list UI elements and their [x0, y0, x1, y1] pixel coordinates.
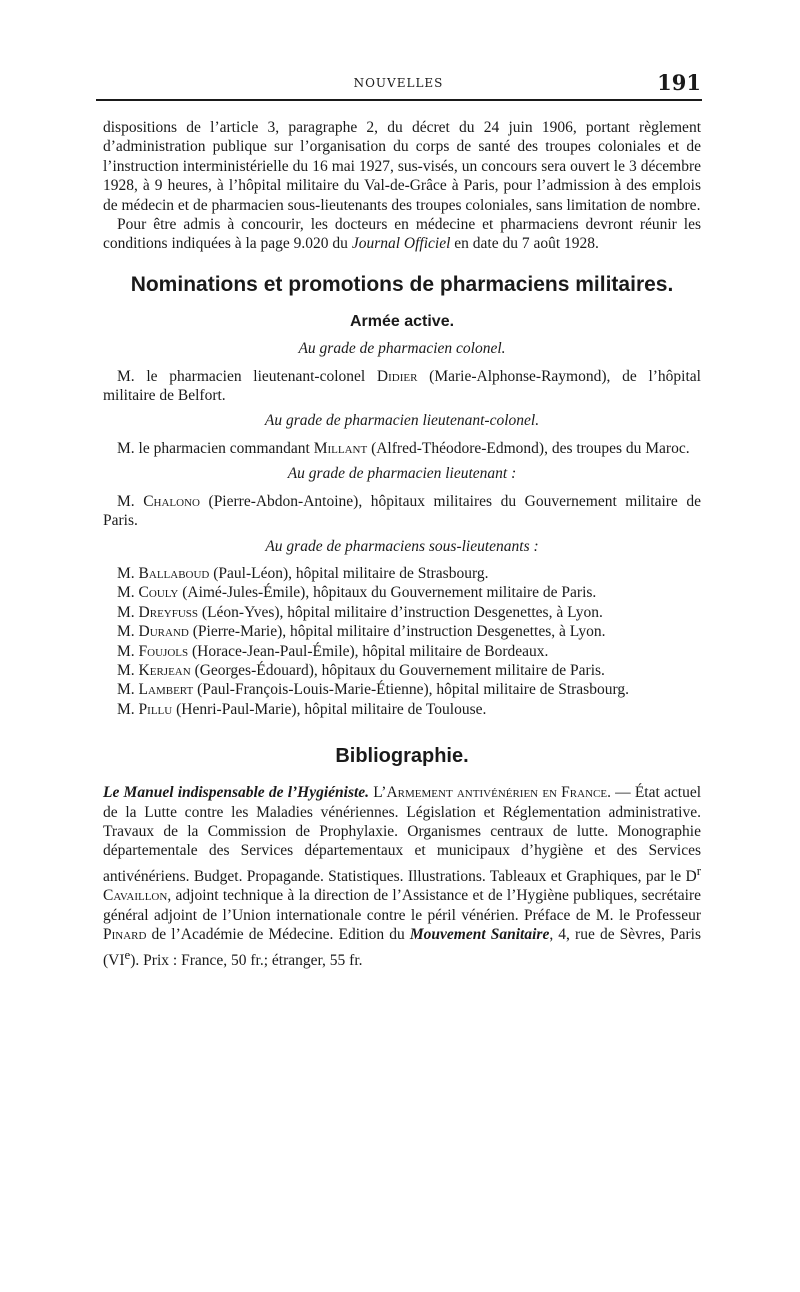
- entry-name: Couly: [138, 584, 179, 602]
- entry-name: Kerjean: [138, 661, 191, 679]
- nomination-lt-colonel-before: M. le pharmacien commandant: [117, 439, 314, 457]
- book-author: Cavaillon: [103, 887, 168, 905]
- armee-active-title: Armée active.: [349, 312, 455, 330]
- entry-prefix: M.: [117, 661, 139, 679]
- entry-rest: (Henri-Paul-Marie), hôpital militaire de Toulouse.: [172, 700, 487, 718]
- entry-rest: (Léon-Yves), hôpital militaire d’instruction Desgenettes, à Lyon.: [198, 603, 603, 621]
- entry-rest: (Aimé-Jules-Émile), hôpitaux du Gouvernement militaire de Paris.: [178, 584, 597, 602]
- nomination-lieutenant-name: Chalono: [143, 492, 200, 510]
- entry-prefix: M.: [117, 584, 139, 602]
- nomination-colonel-name: Didier: [376, 367, 418, 385]
- doctor-superscript: r: [696, 862, 701, 878]
- grade-lt-colonel: Au grade de pharmacien lieutenant-colonel.: [264, 412, 540, 430]
- nomination-colonel-after: (Marie-Alphonse-Raymond), de l’hôpital militaire de Belfort.: [103, 367, 701, 405]
- nomination-lt-colonel: [103, 439, 701, 458]
- list-item: [103, 680, 701, 699]
- nomination-lt-colonel-after: (Alfred-Théodore-Edmond), des troupes du Maroc.: [367, 439, 690, 457]
- bibliography-text-4: , 4, rue de Sèvres, Paris (VI: [103, 926, 701, 969]
- bibliography-text-3: de l’Académie de Médecine. Edition du: [146, 926, 410, 944]
- preface-author: Pinard: [103, 926, 147, 944]
- bibliography-text-1: — État actuel de la Lutte contre les Maladies vénériennes. Législation et Réglementation administrative. Travaux de la Commission de Prophylaxie. Organismes centraux de lutte. Monographie départementale des Services départementaux et municipaux d’hygiène et des Services antivénériens. Budget. Propagande. Statistiques. Illustrations. Tableaux et Graphiques, par le D: [103, 784, 701, 885]
- list-item: [103, 642, 701, 661]
- list-item: [103, 603, 701, 622]
- list-item: [103, 622, 701, 641]
- page-header: [96, 70, 701, 94]
- grade-colonel: Au grade de pharmacien colonel.: [298, 340, 506, 358]
- entry-name: Dreyfuss: [138, 603, 199, 621]
- entry-prefix: M.: [117, 564, 139, 582]
- entry-name: Lambert: [138, 681, 194, 699]
- nomination-lieutenant: [103, 492, 701, 531]
- running-title: NOUVELLES: [353, 76, 444, 90]
- grade-sous-lieutenants: Au grade de pharmaciens sous-lieutenants :: [265, 537, 539, 555]
- book-title: Le Manuel indispensable de l’Hygiéniste.: [103, 784, 370, 802]
- entry-rest: (Paul-François-Louis-Marie-Étienne), hôpital militaire de Strasbourg.: [193, 681, 629, 699]
- intro-paragraph-1: dispositions de l’article 3, paragraphe 2, du décret du 24 juin 1906, portant règlement d’administration publique sur l’organisation du corps de santé des troupes coloniales et de l’instruction interministérielle du 16 mai 1927, sus-visés, un concours sera ouvert le 3 décembre 1928, à 9 heures, à l’hôpital militaire du Val-de-Grâce à Paris, pour l’admission à des emplois de médecin et de pharmacien sous-lieutenants des troupes coloniales, sans limitation de nombre.: [103, 119, 701, 214]
- entry-rest: (Horace-Jean-Paul-Émile), hôpital militaire de Bordeaux.: [188, 642, 549, 660]
- entry-rest: (Pierre-Marie), hôpital militaire d’instruction Desgenettes, à Lyon.: [188, 623, 606, 641]
- entry-prefix: M.: [117, 681, 139, 699]
- book-organization: L’Armement antivénérien en France.: [373, 784, 611, 802]
- entry-prefix: M.: [117, 623, 139, 641]
- journal-title: Journal Officiel: [351, 235, 451, 253]
- entry-name: Foujols: [138, 642, 189, 660]
- nomination-colonel: [103, 367, 701, 406]
- list-item: [103, 564, 701, 583]
- publisher-name: Mouvement Sanitaire: [409, 926, 550, 944]
- nomination-lt-colonel-name: Millant: [313, 439, 368, 457]
- page-content: [103, 118, 701, 970]
- list-item: [103, 583, 701, 602]
- entry-name: Durand: [138, 623, 189, 641]
- sous-lieutenants-list: [103, 564, 701, 719]
- entry-rest: (Paul-Léon), hôpital militaire de Strasbourg.: [209, 564, 489, 582]
- intro-p2-before: Pour être admis à concourir, les docteurs en médecine et pharmaciens devront réunir les conditions indiquées à la page 9.020 du: [103, 216, 701, 253]
- entry-rest: (Georges-Édouard), hôpitaux du Gouvernement militaire de Paris.: [190, 661, 605, 679]
- entry-prefix: M.: [117, 642, 139, 660]
- bibliography-text-2: , adjoint technique à la direction de l’Assistance et de l’Hygiène publiques, secrétaire général adjoint de l’Union internationale contre le péril vénérien. Préface de M. le Professeur: [103, 887, 701, 924]
- list-item: [103, 661, 701, 680]
- header-rule: [96, 99, 702, 101]
- intro-paragraph-2: [103, 215, 701, 254]
- nomination-lieutenant-after: (Pierre-Abdon-Antoine), hôpitaux militaires du Gouvernement militaire de Paris.: [103, 492, 701, 530]
- entry-name: Ballaboud: [138, 564, 210, 582]
- bibliography-text-5: ). Prix : France, 50 fr.; étranger, 55 fr.: [130, 951, 363, 969]
- nomination-colonel-before: M. le pharmacien lieutenant-colonel: [117, 367, 377, 385]
- intro-p2-after: en date du 7 août 1928.: [450, 235, 599, 253]
- grade-lieutenant: Au grade de pharmacien lieutenant :: [287, 465, 517, 483]
- entry-name: Pillu: [138, 700, 173, 718]
- page-number: 191: [657, 70, 701, 95]
- nominations-title: Nominations et promotions de pharmaciens militaires.: [130, 272, 674, 296]
- entry-prefix: M.: [117, 700, 139, 718]
- entry-prefix: M.: [117, 603, 139, 621]
- bibliography-title: Bibliographie.: [335, 745, 469, 768]
- nomination-lieutenant-before: M.: [117, 492, 144, 510]
- bibliography-entry: [103, 783, 701, 970]
- arrondissement-superscript: e: [124, 946, 131, 962]
- list-item: [103, 700, 701, 719]
